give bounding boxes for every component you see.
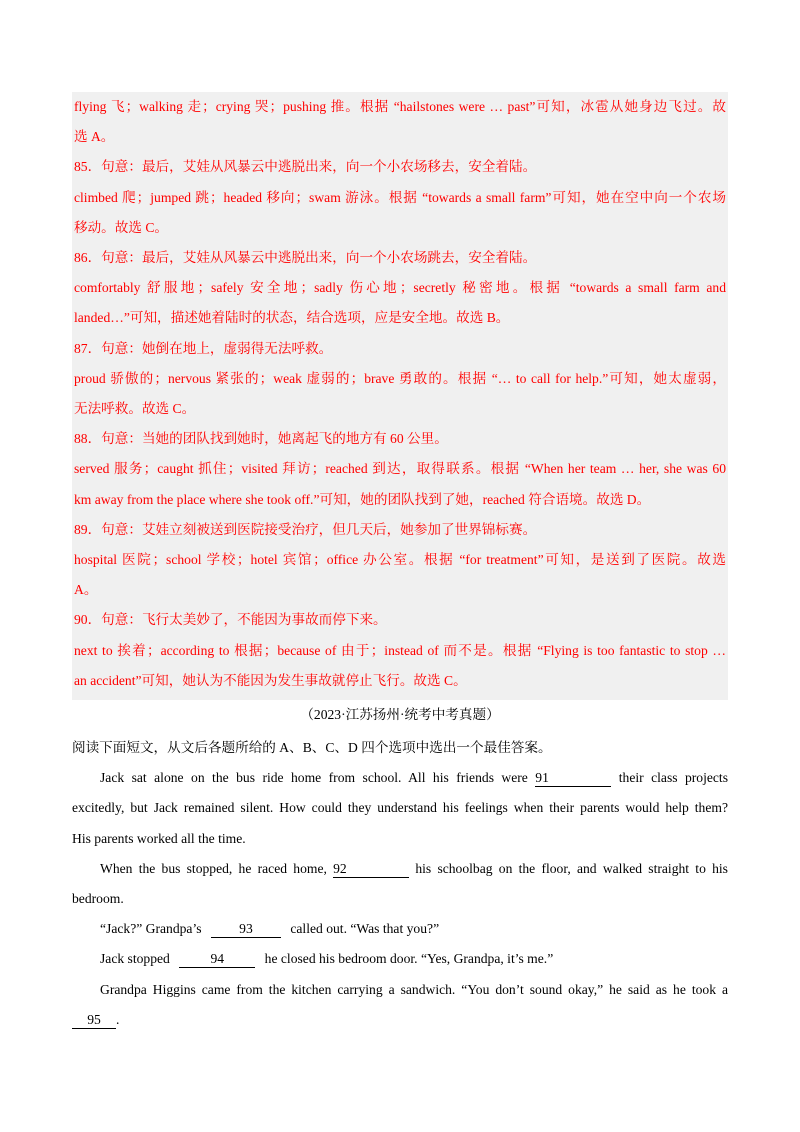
passage-text: he closed his bedroom door. “Yes, Grandpa, it’s me.” — [264, 951, 554, 967]
answer-line: 89．句意：艾娃立刻被送到医院接受治疗，但几天后，她参加了世界锦标赛。 — [74, 521, 537, 537]
exam-source-heading: （2023·江苏扬州·统考中考真题） — [300, 707, 500, 722]
answer-line: 85．句意：最后，艾娃从风暴云中逃脱出来，向一个小农场移去，安全着陆。 — [74, 159, 537, 175]
passage-line: bedroom. — [72, 890, 124, 906]
answer-line: A。 — [74, 582, 98, 598]
answer-line: km away from the place where she took off.”可知，她的团队找到了她，reached 符合语境。故选 D。 — [74, 491, 651, 507]
passage-line: excitedly, but Jack remained silent. How could they understand his feelings when their parents would help them? — [72, 800, 728, 816]
passage-text: their class projects — [618, 770, 729, 786]
passage-text: When the bus stopped, he raced home, — [100, 860, 327, 876]
answer-line: 选 A。 — [74, 129, 115, 145]
answer-line: proud 骄傲的；nervous 紧张的；weak 虚弱的；brave 勇敢的。根据 “… to call for help.”可知，她太虚弱， — [74, 370, 726, 386]
blank-92[interactable]: 92 — [333, 861, 409, 878]
passage-text: his schoolbag on the floor, and walked straight to his — [415, 860, 728, 876]
blank-94[interactable]: 94 — [179, 951, 255, 968]
answer-line: 87．句意：她倒在地上，虚弱得无法呼救。 — [74, 340, 333, 356]
instruction-text: 阅读下面短文，从文后各题所给的 A、B、C、D 四个选项中选出一个最佳答案。 — [72, 740, 552, 755]
passage-text: “Jack?” Grandpa’s — [100, 921, 202, 937]
answer-line: next to 挨着；according to 根据；because of 由于；instead of 而不是。根据 “Flying is too fantastic to stop … — [74, 642, 726, 658]
passage-line — [72, 763, 728, 793]
passage-line: His parents worked all the time. — [72, 830, 246, 846]
reading-passage — [72, 733, 728, 1035]
passage-text: Jack sat alone on the bus ride home from school. All his friends were — [100, 770, 528, 786]
blank-95[interactable]: 95 — [72, 1012, 116, 1029]
passage-text: Jack stopped — [100, 951, 170, 967]
passage-line: Grandpa Higgins came from the kitchen carrying a sandwich. “You don’t sound okay,” he said as he took a — [100, 981, 728, 997]
answer-line: 86．句意：最后，艾娃从风暴云中逃脱出来，向一个小农场跳去，安全着陆。 — [74, 249, 537, 265]
answer-line: landed…”可知，描述她着陆时的状态，结合选项，应是安全地。故选 B。 — [74, 310, 510, 326]
answer-line: flying 飞；walking 走；crying 哭；pushing 推。根据 “hailstones were … past”可知，冰雹从她身边飞过。故 — [74, 99, 726, 114]
answer-line: an accident”可知，她认为不能因为发生事故就停止飞行。故选 C。 — [74, 672, 467, 688]
blank-93[interactable]: 93 — [211, 921, 281, 938]
passage-line — [72, 854, 728, 884]
passage-text: . — [116, 1011, 120, 1027]
answer-line: hospital 医院；school 学校；hotel 宾馆；office 办公室。根据 “for treatment”可知，是送到了医院。故选 — [74, 551, 726, 567]
passage-line — [72, 944, 728, 974]
answer-line: served 服务；caught 抓住；visited 拜访；reached 到达，取得联系。根据 “When her team … her, she was 60 — [74, 461, 726, 477]
passage-line — [72, 914, 728, 944]
passage-line — [72, 1005, 728, 1035]
answer-line: climbed 爬；jumped 跳；headed 移向；swam 游泳。根据 “towards a small farm”可知，她在空中向一个农场 — [74, 189, 726, 205]
answer-explanations — [72, 92, 728, 700]
answer-line: 88．句意：当她的团队找到她时，她离起飞的地方有 60 公里。 — [74, 431, 448, 447]
answer-line: 无法呼救。故选 C。 — [74, 400, 196, 416]
answer-line: 移动。故选 C。 — [74, 219, 169, 235]
answer-line: comfortably 舒服地；safely 安全地；sadly 伤心地；secretly 秘密地。根据 “towards a small farm and — [74, 280, 726, 296]
blank-91[interactable]: 91 — [535, 770, 611, 787]
answer-line: 90．句意：飞行太美妙了，不能因为事故而停下来。 — [74, 612, 387, 628]
passage-text: called out. “Was that you?” — [290, 921, 440, 937]
